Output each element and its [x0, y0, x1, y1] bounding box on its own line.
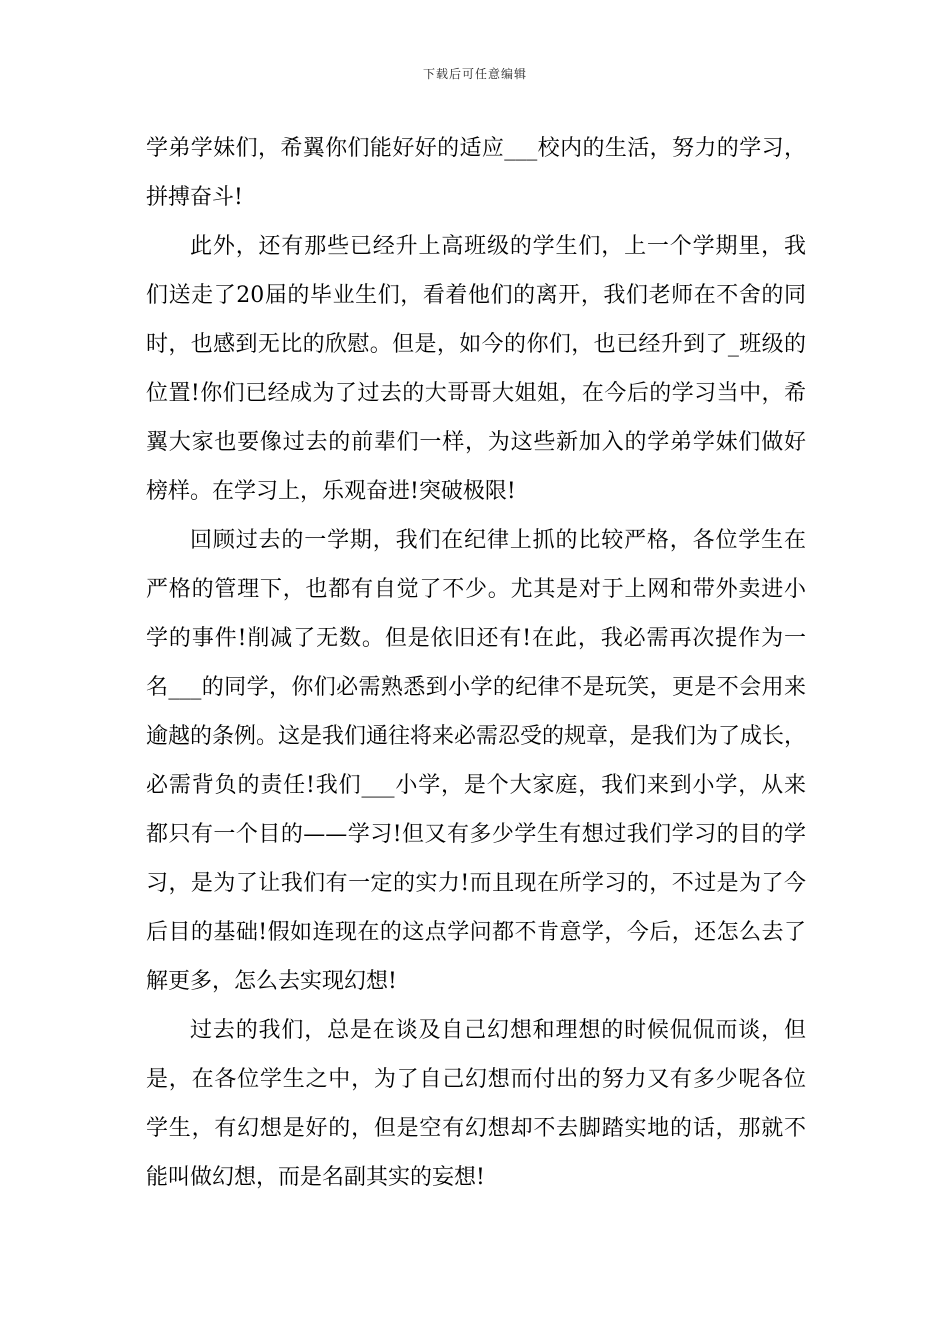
paragraph-4	[146, 1006, 806, 1202]
text-line: 学的事件!削减了无数。但是依旧还有!在此，我必需再次提作为一	[146, 626, 806, 651]
paragraph-1	[146, 124, 806, 222]
text-line: 习，是为了让我们有一定的实力!而且现在所学习的，不过是为了今	[146, 871, 806, 896]
text-line: 拼搏奋斗!	[146, 185, 243, 210]
text-line: 必需背负的责任!我们___小学，是个大家庭，我们来到小学，从来	[146, 773, 806, 798]
text-line: 们送走了20届的毕业生们，看着他们的离开，我们老师在不舍的同	[146, 283, 806, 308]
text-line: 名___的同学，你们必需熟悉到小学的纪律不是玩笑，更是不会用来	[146, 675, 806, 700]
text-line: 后目的基础!假如连现在的这点学问都不肯意学，今后，还怎么去了	[146, 920, 806, 945]
text-line: 都只有一个目的——学习!但又有多少学生有想过我们学习的目的学	[146, 822, 806, 847]
text-line: 能叫做幻想，而是名副其实的妄想!	[146, 1165, 485, 1190]
text-line: 时，也感到无比的欣慰。但是，如今的你们，也已经升到了_班级的	[146, 332, 806, 357]
text-line: 逾越的条例。这是我们通往将来必需忍受的规章，是我们为了成长，	[146, 724, 807, 749]
text-line: 翼大家也要像过去的前辈们一样，为这些新加入的学弟学妹们做好	[146, 430, 806, 455]
text-line: 解更多，怎么去实现幻想!	[146, 969, 397, 994]
text-line: 过去的我们，总是在谈及自己幻想和理想的时候侃侃而谈，但	[190, 1018, 806, 1043]
text-line: 学生，有幻想是好的，但是空有幻想却不去脚踏实地的话，那就不	[146, 1116, 806, 1141]
paragraph-2	[146, 222, 806, 516]
text-line: 位置!你们已经成为了过去的大哥哥大姐姐，在今后的学习当中，希	[146, 381, 806, 406]
text-line: 榜样。在学习上，乐观奋进!突破极限!	[146, 479, 516, 504]
document-body	[146, 124, 806, 1202]
text-line: 回顾过去的一学期，我们在纪律上抓的比较严格，各位学生在	[190, 528, 806, 553]
page-header-note: 下载后可任意编辑	[422, 67, 527, 81]
text-line: 严格的管理下，也都有自觉了不少。尤其是对于上网和带外卖进小	[146, 577, 806, 602]
text-line: 此外，还有那些已经升上高班级的学生们，上一个学期里，我	[190, 234, 806, 259]
text-line: 是，在各位学生之中，为了自己幻想而付出的努力又有多少呢各位	[146, 1067, 806, 1092]
text-line: 学弟学妹们，希翼你们能好好的适应___校内的生活，努力的学习，	[146, 136, 806, 161]
paragraph-3	[146, 516, 806, 1006]
